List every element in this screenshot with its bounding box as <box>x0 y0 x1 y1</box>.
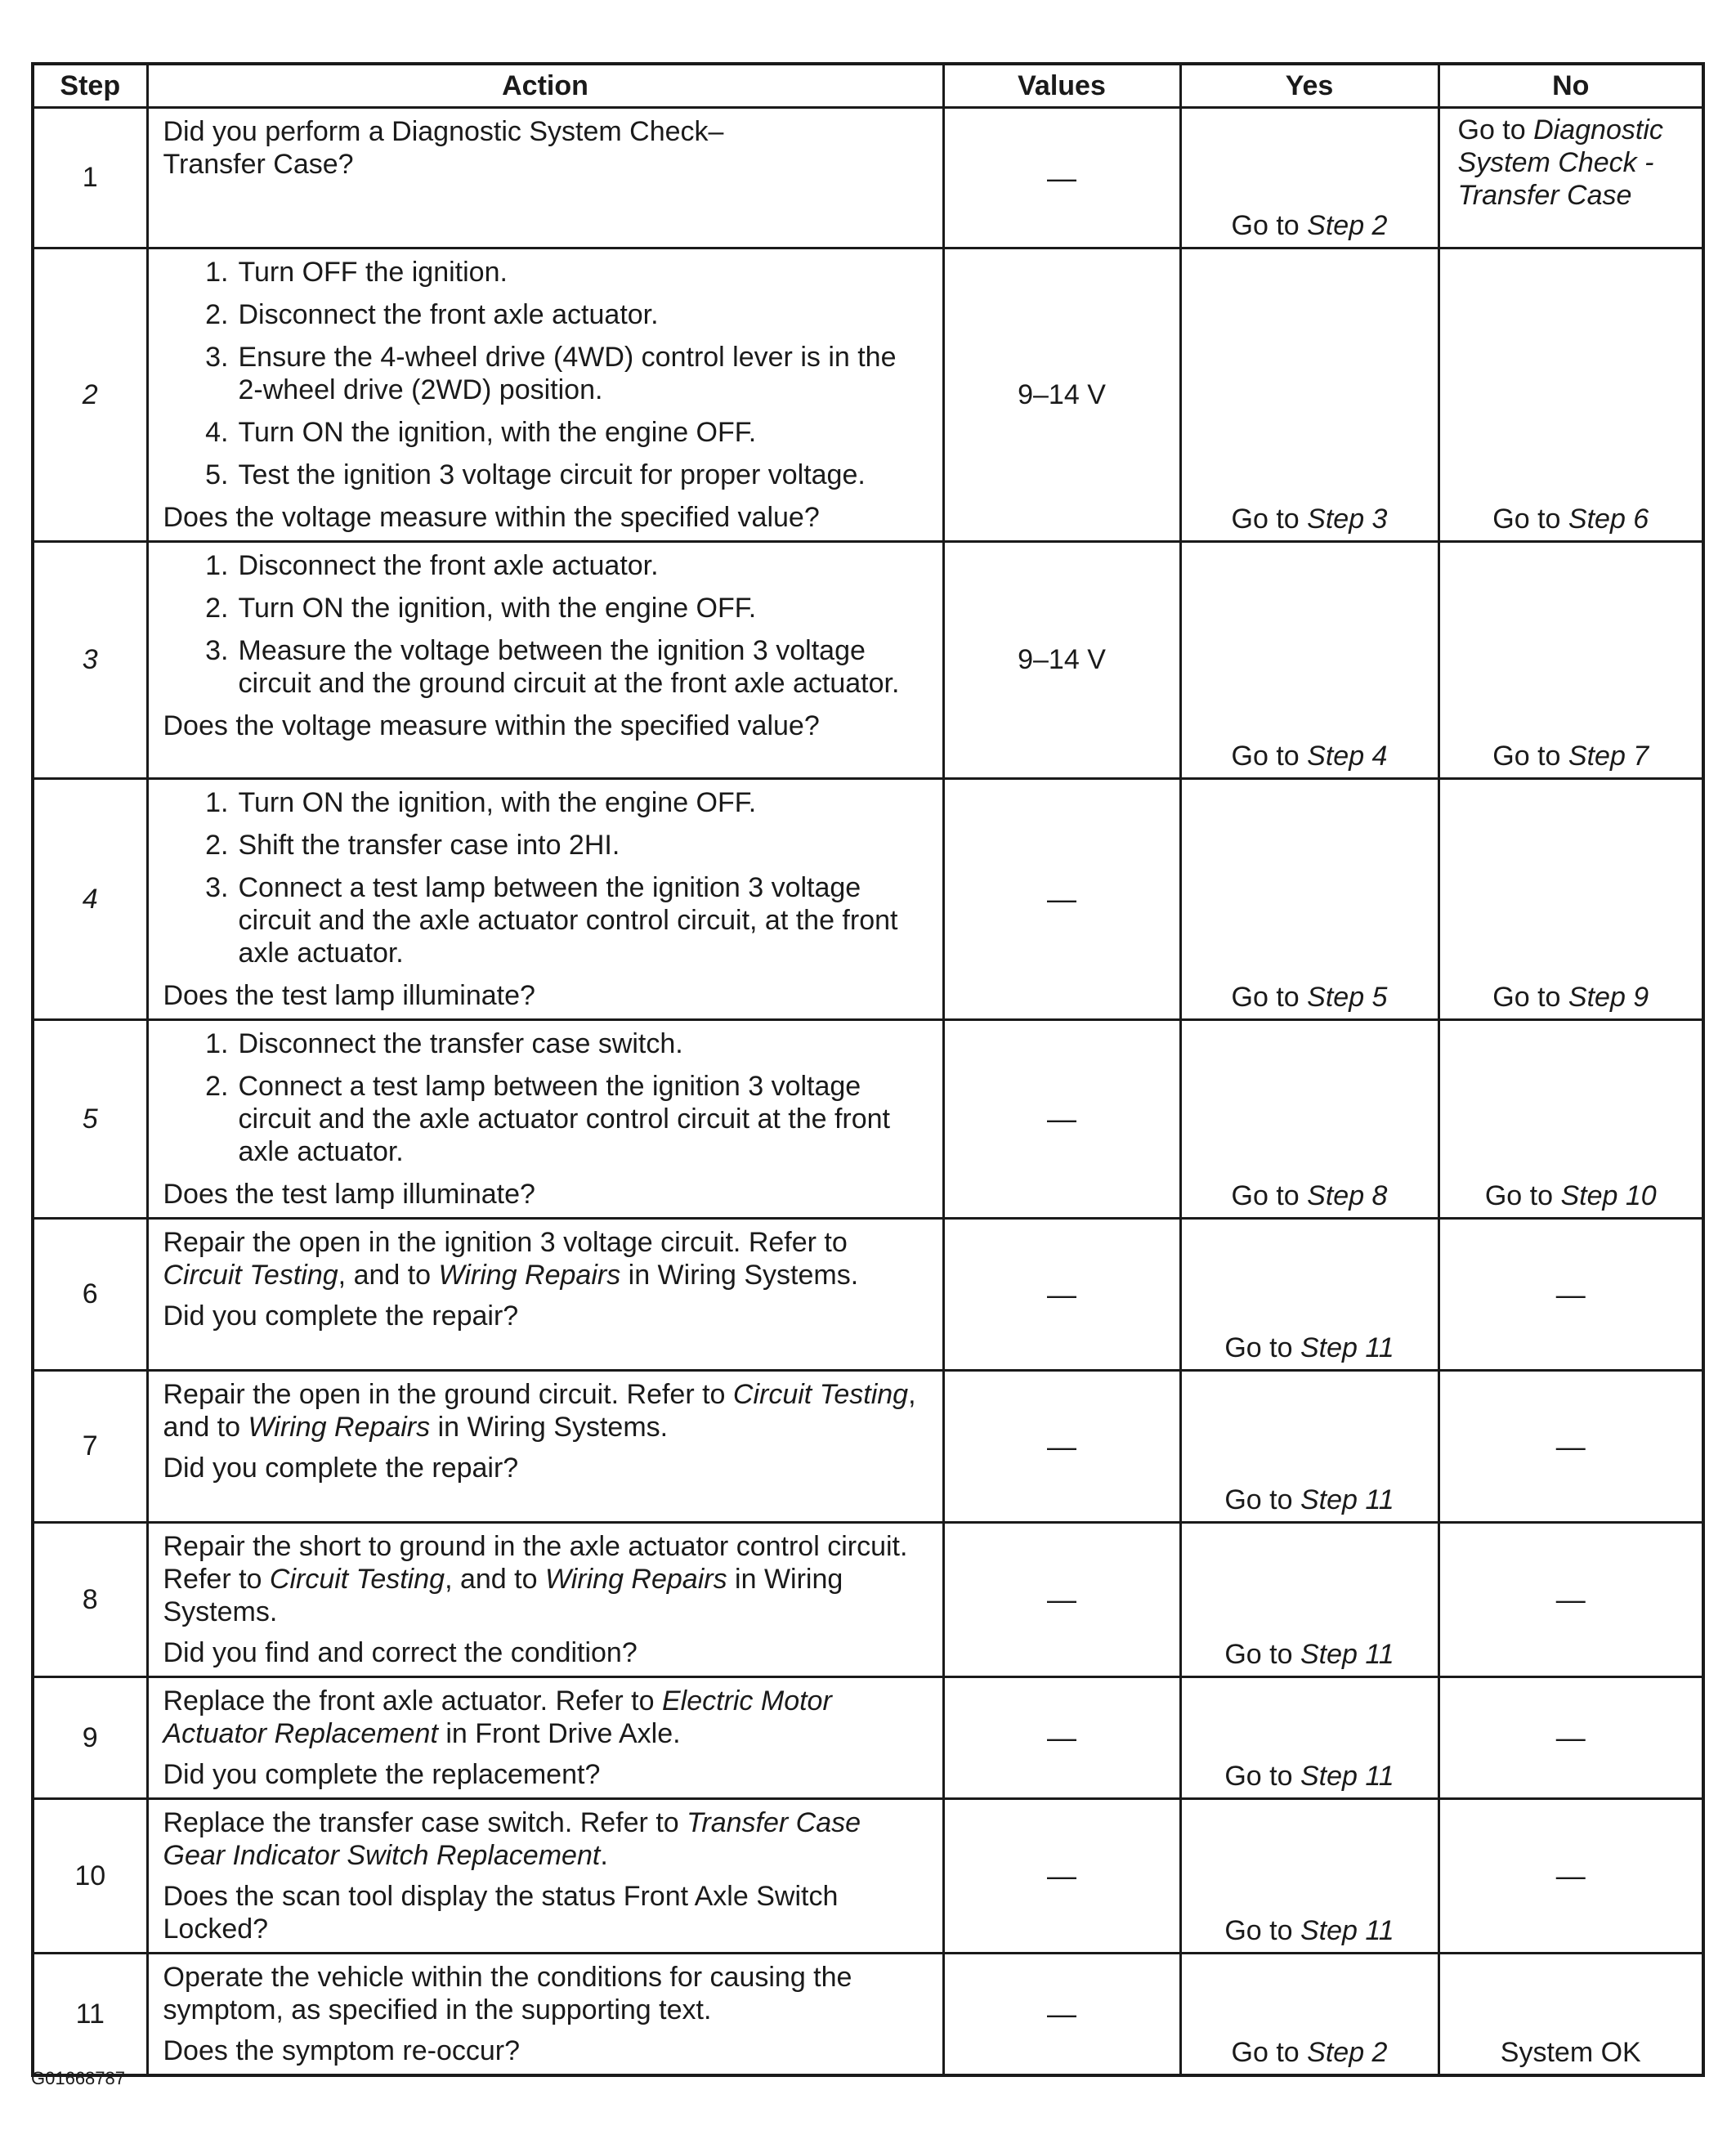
yes-cell[interactable]: Go to Step 11 <box>1180 1523 1438 1677</box>
table-row <box>33 248 1703 542</box>
table-row <box>33 1020 1703 1219</box>
yes-cell[interactable]: Go to Step 11 <box>1180 1677 1438 1799</box>
action-list <box>163 786 928 969</box>
action-list <box>163 549 928 700</box>
action-cell <box>147 779 943 1020</box>
action-text: Did you perform a Diagnostic System Check– Transfer Case? <box>163 116 724 180</box>
value-cell: — <box>943 1799 1180 1954</box>
header-row <box>33 64 1703 108</box>
action-cell <box>147 1799 943 1954</box>
yes-step-link: Step 2 <box>1307 2037 1388 2068</box>
yes-step-link: Step 11 <box>1300 1915 1394 1946</box>
action-cell <box>147 1219 943 1371</box>
value-cell: — <box>943 1677 1180 1799</box>
question-text: Did you complete the replacement? <box>163 1759 601 1790</box>
no-step-link: Step 10 <box>1560 1180 1657 1211</box>
question-text: Does the voltage measure within the specified value? <box>163 710 820 741</box>
table-row <box>33 1219 1703 1371</box>
list-item: 2. Disconnect the front axle actuator. <box>205 299 659 330</box>
step-number: 6 <box>33 1219 147 1371</box>
yes-cell[interactable]: Go to Step 5 <box>1180 779 1438 1020</box>
no-cell[interactable]: Go to Step 7 <box>1438 542 1703 779</box>
header-action: Action <box>147 64 943 108</box>
question-text: Does the scan tool display the status Front Axle Switch Locked? <box>163 1881 839 1945</box>
question-text: Does the test lamp illuminate? <box>163 980 535 1011</box>
action-list <box>163 256 928 491</box>
no-cell: — <box>1438 1799 1703 1954</box>
action-text: Repair the short to ground in the axle actuator control circuit. Refer to Circuit Testing, and to Wiring Repairs in Wiring Systems. <box>163 1531 908 1627</box>
action-cell <box>147 1523 943 1677</box>
table-row <box>33 1677 1703 1799</box>
step-number: 9 <box>33 1677 147 1799</box>
action-text: Repair the open in the ignition 3 voltage circuit. Refer to Circuit Testing, and to Wiring Repairs in Wiring Systems. <box>163 1227 859 1291</box>
no-step-link: Step 9 <box>1568 982 1649 1013</box>
action-cell <box>147 248 943 542</box>
yes-cell[interactable]: Go to Step 2 <box>1180 108 1438 248</box>
question-text: Does the voltage measure within the specified value? <box>163 502 820 533</box>
table-row <box>33 1799 1703 1954</box>
yes-step-link: Step 4 <box>1307 741 1388 772</box>
system-ok-text: System OK <box>1500 2037 1641 2068</box>
table-row <box>33 1954 1703 2076</box>
no-step-link: Step 6 <box>1568 504 1649 535</box>
list-item: 2. Turn ON the ignition, with the engine OFF. <box>205 593 757 624</box>
diagnostic-table <box>31 62 1705 2077</box>
step-number: 4 <box>33 779 147 1020</box>
no-cell: — <box>1438 1371 1703 1523</box>
list-item: 3. Connect a test lamp between the ignition 3 voltage circuit and the axle actuator control circuit, at the front axle actuator. <box>205 872 898 969</box>
yes-step-link: Step 11 <box>1300 1639 1394 1670</box>
list-item: 3. Ensure the 4-wheel drive (4WD) control lever is in the 2-wheel drive (2WD) position. <box>205 342 897 405</box>
no-cell <box>1438 1954 1703 2076</box>
header-values: Values <box>943 64 1180 108</box>
header-yes: Yes <box>1180 64 1438 108</box>
yes-step-link: Step 8 <box>1307 1180 1388 1211</box>
yes-cell[interactable]: Go to Step 11 <box>1180 1219 1438 1371</box>
no-cell: — <box>1438 1677 1703 1799</box>
value-cell: — <box>943 779 1180 1020</box>
yes-cell[interactable]: Go to Step 11 <box>1180 1371 1438 1523</box>
no-cell[interactable]: Go to Step 6 <box>1438 248 1703 542</box>
no-link[interactable]: Go to Diagnostic System Check - Transfer Case <box>1457 114 1663 211</box>
action-text: Replace the transfer case switch. Refer to Transfer Case Gear Indicator Switch Replacement. <box>163 1807 861 1871</box>
value-cell: — <box>943 108 1180 248</box>
step-number: 11 <box>33 1954 147 2076</box>
yes-step-link: Step 3 <box>1307 504 1388 535</box>
list-item: 5. Test the ignition 3 voltage circuit for proper voltage. <box>205 459 866 490</box>
action-cell <box>147 1020 943 1219</box>
question-text: Did you complete the repair? <box>163 1452 519 1484</box>
value-cell: — <box>943 1371 1180 1523</box>
question-text: Does the symptom re-occur? <box>163 2035 520 2066</box>
value-cell: — <box>943 1020 1180 1219</box>
no-cell[interactable] <box>1438 108 1703 248</box>
action-cell <box>147 1371 943 1523</box>
step-number: 5 <box>33 1020 147 1219</box>
step-number: 10 <box>33 1799 147 1954</box>
header-step: Step <box>33 64 147 108</box>
action-cell <box>147 108 943 248</box>
step-number: 3 <box>33 542 147 779</box>
action-text: Replace the front axle actuator. Refer to Electric Motor Actuator Replacement in Front Drive Axle. <box>163 1685 832 1749</box>
value-cell: — <box>943 1523 1180 1677</box>
no-step-link: Step 7 <box>1568 741 1649 772</box>
list-item: 1. Disconnect the front axle actuator. <box>205 550 659 581</box>
header-no: No <box>1438 64 1703 108</box>
action-cell <box>147 1954 943 2076</box>
list-item: 1. Disconnect the transfer case switch. <box>205 1028 683 1059</box>
yes-cell[interactable]: Go to Step 8 <box>1180 1020 1438 1219</box>
yes-step-link: Step 11 <box>1300 1761 1394 1792</box>
table-row <box>33 108 1703 248</box>
yes-cell[interactable]: Go to Step 4 <box>1180 542 1438 779</box>
step-number: 8 <box>33 1523 147 1677</box>
list-item: 3. Measure the voltage between the ignition 3 voltage circuit and the ground circuit at the front axle actuator. <box>205 635 900 699</box>
value-cell: 9–14 V <box>943 542 1180 779</box>
action-cell <box>147 1677 943 1799</box>
action-text: Repair the open in the ground circuit. Refer to Circuit Testing, and to Wiring Repairs in Wiring Systems. <box>163 1379 916 1443</box>
action-text: Operate the vehicle within the conditions for causing the symptom, as specified in the supporting text. <box>163 1962 852 2025</box>
yes-step-link: Step 2 <box>1307 210 1388 241</box>
yes-cell[interactable]: Go to Step 3 <box>1180 248 1438 542</box>
table-row <box>33 1371 1703 1523</box>
list-item: 2. Connect a test lamp between the ignition 3 voltage circuit and the axle actuator control circuit at the front axle actuator. <box>205 1071 891 1167</box>
list-item: 2. Shift the transfer case into 2HI. <box>205 830 620 861</box>
table-row <box>33 779 1703 1020</box>
yes-step-link: Step 11 <box>1300 1332 1394 1363</box>
step-number: 7 <box>33 1371 147 1523</box>
step-number: 1 <box>33 108 147 248</box>
step-number: 2 <box>33 248 147 542</box>
action-list <box>163 1027 928 1168</box>
figure-id: G01668787 <box>31 2068 125 2088</box>
table-row <box>33 542 1703 779</box>
yes-step-link: Step 11 <box>1300 1484 1394 1515</box>
no-cell: — <box>1438 1219 1703 1371</box>
yes-cell[interactable]: Go to Step 2 <box>1180 1954 1438 2076</box>
value-cell: — <box>943 1954 1180 2076</box>
table-row <box>33 1523 1703 1677</box>
yes-step-link: Step 5 <box>1307 982 1388 1013</box>
no-cell: — <box>1438 1523 1703 1677</box>
list-item: 1. Turn OFF the ignition. <box>205 257 508 288</box>
list-item: 1. Turn ON the ignition, with the engine OFF. <box>205 787 757 818</box>
value-cell: 9–14 V <box>943 248 1180 542</box>
question-text: Did you find and correct the condition? <box>163 1637 638 1668</box>
question-text: Does the test lamp illuminate? <box>163 1179 535 1210</box>
list-item: 4. Turn ON the ignition, with the engine OFF. <box>205 417 757 448</box>
no-cell[interactable]: Go to Step 10 <box>1438 1020 1703 1219</box>
action-cell <box>147 542 943 779</box>
question-text: Did you complete the repair? <box>163 1300 519 1332</box>
value-cell: — <box>943 1219 1180 1371</box>
no-cell[interactable]: Go to Step 9 <box>1438 779 1703 1020</box>
yes-cell[interactable]: Go to Step 11 <box>1180 1799 1438 1954</box>
